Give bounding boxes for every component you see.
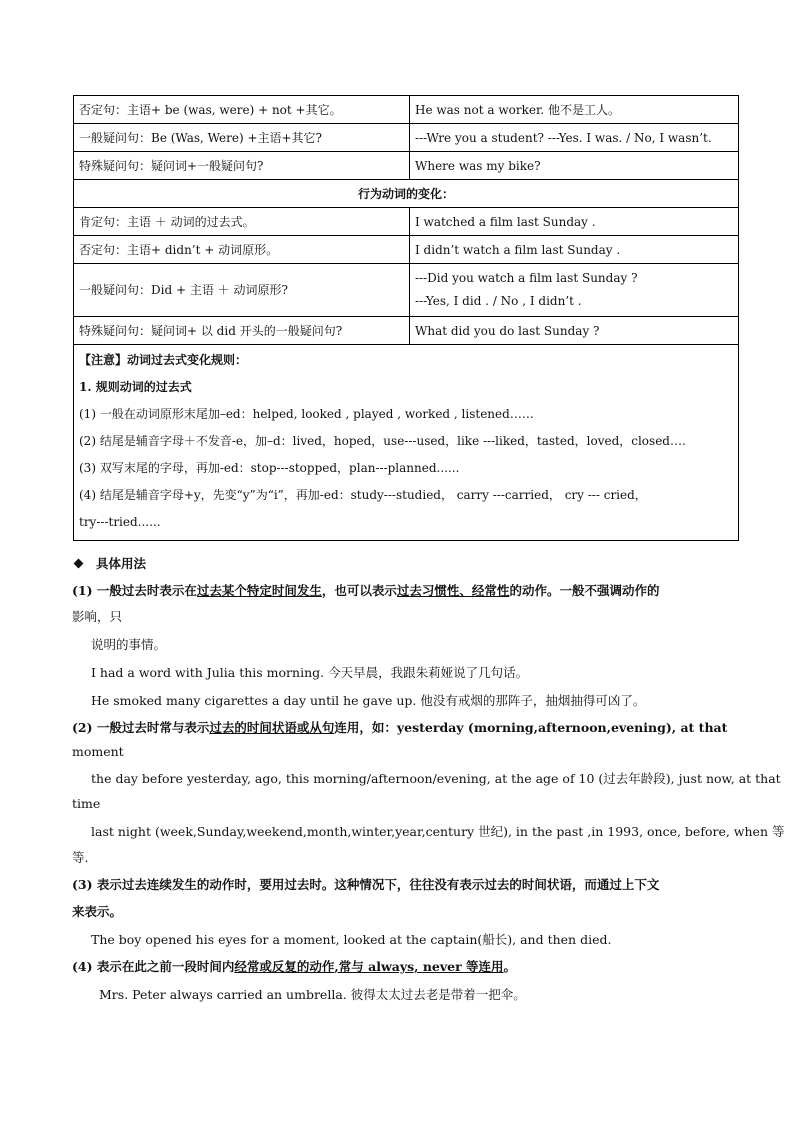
rule-line: (3) 双写末尾的字母，再加-ed：stop---stopped，plan---planned...... bbox=[79, 461, 460, 475]
table-cell: 一般疑问句：Did + 主语 ＋ 动词原形? bbox=[74, 264, 410, 317]
rule-line: (4) 结尾是辅音字母+y，先变“y”为“i”，再加-ed：study---studied， carry ---carried， cry --- cried， bbox=[79, 488, 647, 502]
underlined-text: 过去的时间状语或从句 bbox=[209, 720, 335, 735]
table-cell: He was not a worker. 他不是工人。 bbox=[410, 96, 739, 124]
usage-heading-text: 具体用法 bbox=[96, 556, 147, 571]
table-cell: ---Wre you a student? ---Yes. I was. / No, I wasn’t. bbox=[410, 124, 739, 152]
underlined-text: 过去习惯性、经常性 bbox=[396, 583, 510, 598]
text: 。 bbox=[503, 959, 517, 974]
grammar-table bbox=[73, 95, 739, 541]
paragraph-2-cont: time bbox=[72, 796, 101, 811]
underlined-text: 经常或反复的动作 bbox=[234, 959, 335, 974]
text: ，也可以表示 bbox=[321, 583, 397, 598]
table-cell: 特殊疑问句：疑问词+ 以 did 开头的一般疑问句? bbox=[74, 317, 410, 345]
text: (4) 表示在此之前一段时间内 bbox=[72, 959, 235, 974]
paragraph-2 bbox=[72, 718, 727, 736]
table-cell: 一般疑问句：Be (Was, Were) +主语+其它? bbox=[74, 124, 410, 152]
paragraph-2-cont: moment bbox=[72, 744, 124, 759]
usage-heading bbox=[72, 554, 146, 572]
answer-line: ---Yes, I did . / No , I didn’t . bbox=[415, 294, 582, 308]
rule-line: (1) 一般在动词原形末尾加–ed：helped, looked , played , worked , listened…… bbox=[79, 407, 534, 421]
example-sentence: He smoked many cigarettes a day until he gave up. 他没有戒烟的那阵子，抽烟抽得可凶了。 bbox=[91, 693, 646, 708]
section-header-cell: 行为动词的变化： bbox=[74, 180, 739, 208]
example-sentence: Mrs. Peter always carried an umbrella. 彼得太太过去老是带着一把伞。 bbox=[99, 987, 526, 1002]
table-row bbox=[74, 345, 739, 541]
paragraph-1 bbox=[72, 581, 659, 599]
rule-line: try---tried...... bbox=[79, 515, 161, 529]
table-cell bbox=[410, 264, 739, 317]
table-row bbox=[74, 264, 739, 317]
table-row bbox=[74, 124, 739, 152]
table-row bbox=[74, 152, 739, 180]
note-cell bbox=[74, 345, 739, 541]
paragraph-3-cont: 来表示。 bbox=[72, 904, 123, 919]
table-row bbox=[74, 236, 739, 264]
table-cell: 否定句：主语+ didn’t + 动词原形。 bbox=[74, 236, 410, 264]
underlined-text: 过去某个特定时间发生 bbox=[196, 583, 322, 598]
diamond-bullet-icon bbox=[74, 559, 84, 569]
table-cell: Where was my bike? bbox=[410, 152, 739, 180]
table-cell: I didn’t watch a film last Sunday . bbox=[410, 236, 739, 264]
example-sentence: I had a word with Julia this morning. 今天早晨，我跟朱莉娅说了几句话。 bbox=[91, 665, 529, 680]
paragraph-2-cont: the day before yesterday, ago, this morning/afternoon/evening, at the age of 10 (过去年龄段), just now, at that bbox=[91, 771, 781, 786]
underlined-text: ,常与 always, never 等连用 bbox=[334, 959, 504, 974]
paragraph-3: (3) 表示过去连续发生的动作时，要用过去时。这种情况下，往往没有表示过去的时间状语，而通过上下文 bbox=[72, 877, 660, 892]
paragraph-1-cont: 影响，只 bbox=[72, 609, 123, 624]
table-cell: 肯定句：主语 ＋ 动词的过去式。 bbox=[74, 208, 410, 236]
table-cell: 否定句：主语+ be (was, were) + not +其它。 bbox=[74, 96, 410, 124]
paragraph-2-cont: 等. bbox=[72, 850, 89, 865]
text: (1) 一般过去时表示在 bbox=[72, 583, 197, 598]
table-row bbox=[74, 317, 739, 345]
table-row bbox=[74, 96, 739, 124]
note-title: 【注意】动词过去式变化规则： bbox=[79, 353, 248, 367]
table-cell: What did you do last Sunday ? bbox=[410, 317, 739, 345]
example-sentence: The boy opened his eyes for a moment, looked at the captain(船长), and then died. bbox=[91, 932, 612, 947]
text: 连用，如：yesterday (morning,afternoon,evening), at that bbox=[334, 720, 728, 735]
paragraph-1-cont: 说明的事情。 bbox=[91, 637, 167, 652]
note-subtitle: 1. 规则动词的过去式 bbox=[79, 380, 192, 394]
text: 的动作。一般不强调动作的 bbox=[509, 583, 660, 598]
table-cell: I watched a film last Sunday . bbox=[410, 208, 739, 236]
text: (2) 一般过去时常与表示 bbox=[72, 720, 210, 735]
table-cell: 特殊疑问句：疑问词+一般疑问句? bbox=[74, 152, 410, 180]
paragraph-4 bbox=[72, 957, 516, 975]
answer-line: ---Did you watch a film last Sunday ? bbox=[415, 271, 638, 285]
paragraph-2-cont: last night (week,Sunday,weekend,month,winter,year,century 世纪), in the past ,in 1993, once, before, when 等 bbox=[91, 824, 785, 839]
table-row bbox=[74, 208, 739, 236]
table-row bbox=[74, 180, 739, 208]
rule-line: (2) 结尾是辅音字母＋不发音-e，加–d：lived，hoped，use---used，like ---liked，tasted，loved，closed…. bbox=[79, 434, 686, 448]
